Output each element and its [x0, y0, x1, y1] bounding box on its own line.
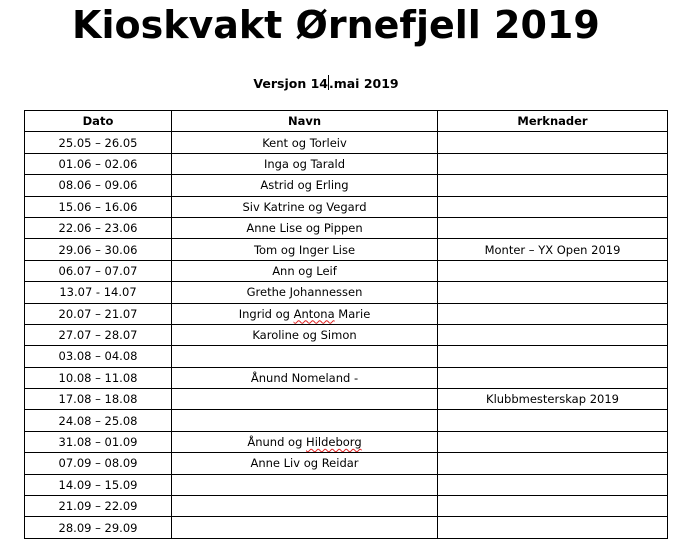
cell-merknader	[438, 196, 668, 217]
cell-navn: Astrid og Erling	[172, 175, 438, 196]
cell-merknader	[438, 324, 668, 345]
cell-dato: 14.09 – 15.09	[25, 474, 172, 495]
cell-merknader	[438, 303, 668, 324]
cell-dato: 01.06 – 02.06	[25, 153, 172, 174]
table-row	[25, 260, 668, 281]
cell-dato: 27.07 – 28.07	[25, 324, 172, 345]
cell-dato: 22.06 – 23.06	[25, 217, 172, 238]
table-row	[25, 346, 668, 367]
cell-dato: 03.08 – 04.08	[25, 346, 172, 367]
table-header-row	[25, 111, 668, 132]
cell-navn	[172, 303, 438, 324]
cell-merknader	[438, 132, 668, 153]
cell-navn: Kent og Torleiv	[172, 132, 438, 153]
table-row	[25, 196, 668, 217]
cell-merknader	[438, 153, 668, 174]
table-row	[25, 282, 668, 303]
cell-navn	[172, 431, 438, 452]
cell-dato: 06.07 – 07.07	[25, 260, 172, 281]
cell-navn	[172, 346, 438, 367]
cell-navn: Ånund Nomeland -	[172, 367, 438, 388]
cell-navn: Grethe Johannessen	[172, 282, 438, 303]
navn-text: Marie	[334, 306, 371, 321]
cell-merknader: Klubbmesterskap 2019	[438, 389, 668, 410]
cell-navn	[172, 474, 438, 495]
table-row	[25, 389, 668, 410]
version-prefix: Versjon 14	[253, 76, 328, 91]
cell-navn	[172, 517, 438, 538]
cell-dato: 15.06 – 16.06	[25, 196, 172, 217]
cell-dato: 31.08 – 01.09	[25, 431, 172, 452]
table-row	[25, 453, 668, 474]
cell-dato: 25.05 – 26.05	[25, 132, 172, 153]
cell-navn: Siv Katrine og Vegard	[172, 196, 438, 217]
cell-dato: 21.09 – 22.09	[25, 496, 172, 517]
document-title: Kioskvakt Ørnefjell 2019	[72, 3, 600, 47]
table-row	[25, 303, 668, 324]
cell-navn: Inga og Tarald	[172, 153, 438, 174]
cell-merknader	[438, 282, 668, 303]
cell-merknader	[438, 367, 668, 388]
document-version: Versjon 14.mai 2019	[253, 76, 399, 91]
cell-merknader: Monter – YX Open 2019	[438, 239, 668, 260]
table-row	[25, 217, 668, 238]
cell-merknader	[438, 217, 668, 238]
cell-merknader	[438, 175, 668, 196]
cell-navn	[172, 389, 438, 410]
cell-dato: 20.07 – 21.07	[25, 303, 172, 324]
cell-merknader	[438, 346, 668, 367]
version-suffix: mai 2019	[333, 76, 399, 91]
table-row	[25, 367, 668, 388]
cell-dato: 24.08 – 25.08	[25, 410, 172, 431]
header-dato: Dato	[25, 111, 172, 132]
table-row	[25, 239, 668, 260]
text-cursor	[328, 75, 329, 90]
cell-navn: Ann og Leif	[172, 260, 438, 281]
spellcheck-flagged-word: Hildeborg	[306, 435, 362, 450]
cell-merknader	[438, 260, 668, 281]
cell-navn: Anne Lise og Pippen	[172, 217, 438, 238]
cell-dato: 07.09 – 08.09	[25, 453, 172, 474]
table-row	[25, 153, 668, 174]
navn-text: Ingrid og	[238, 306, 294, 321]
cell-merknader	[438, 517, 668, 538]
navn-text: Ånund og	[247, 435, 307, 450]
cell-dato: 29.06 – 30.06	[25, 239, 172, 260]
cell-merknader	[438, 453, 668, 474]
header-navn: Navn	[172, 111, 438, 132]
cell-navn	[172, 410, 438, 431]
cell-dato: 08.06 – 09.06	[25, 175, 172, 196]
cell-navn: Karoline og Simon	[172, 324, 438, 345]
table-row	[25, 517, 668, 538]
table-row	[25, 175, 668, 196]
table-row	[25, 410, 668, 431]
table-row	[25, 496, 668, 517]
cell-merknader	[438, 410, 668, 431]
cell-merknader	[438, 431, 668, 452]
table-row	[25, 324, 668, 345]
table-row	[25, 132, 668, 153]
cell-merknader	[438, 474, 668, 495]
cell-dato: 13.07 - 14.07	[25, 282, 172, 303]
cell-dato: 10.08 – 11.08	[25, 367, 172, 388]
cell-dato: 17.08 – 18.08	[25, 389, 172, 410]
schedule-body	[25, 132, 668, 538]
spellcheck-flagged-word: Antona	[293, 306, 335, 321]
table-row	[25, 474, 668, 495]
cell-merknader	[438, 496, 668, 517]
cell-dato: 28.09 – 29.09	[25, 517, 172, 538]
cell-navn: Tom og Inger Lise	[172, 239, 438, 260]
header-merknader: Merknader	[438, 111, 668, 132]
schedule-table	[24, 110, 668, 539]
table-row	[25, 431, 668, 452]
cell-navn: Anne Liv og Reidar	[172, 453, 438, 474]
cell-navn	[172, 496, 438, 517]
